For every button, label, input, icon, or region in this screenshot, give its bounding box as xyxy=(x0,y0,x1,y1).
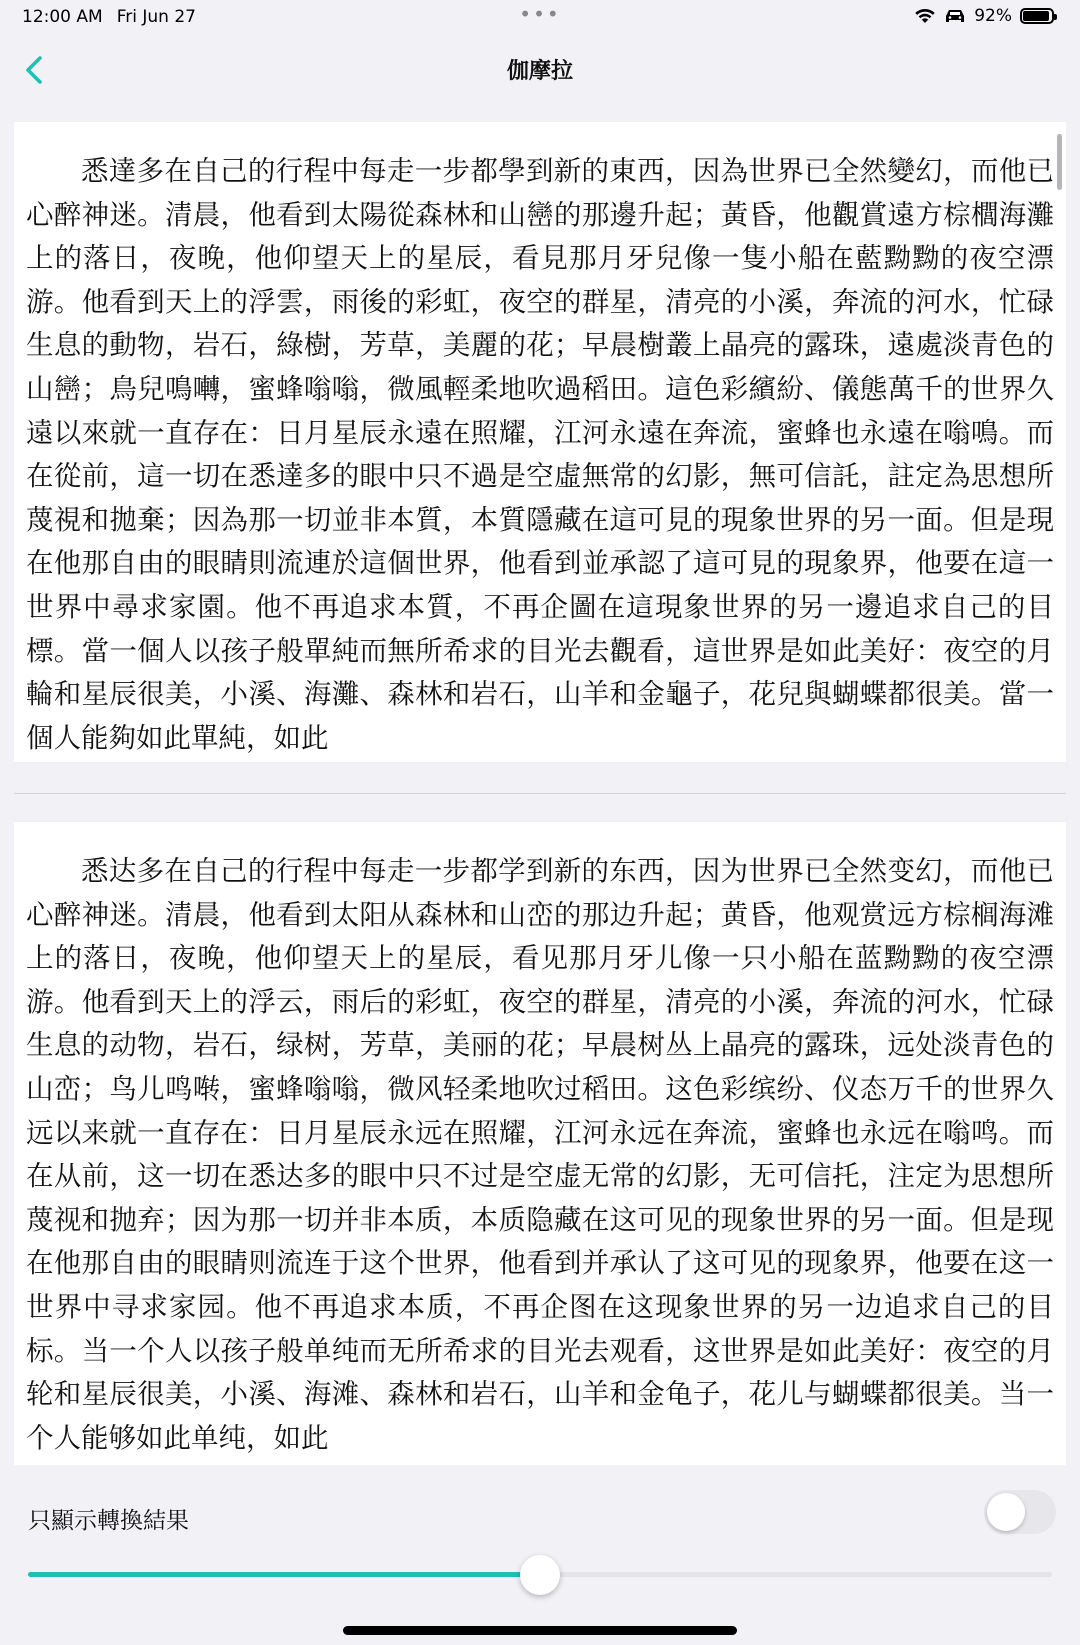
slider-fill xyxy=(28,1572,540,1577)
wifi-icon xyxy=(914,8,936,24)
original-text: 悉達多在自己的行程中每走一步都學到新的東西，因為世界已全然變幻，而他已心醉神迷。清晨，他看到太陽從森林和山巒的那邊升起；黃昏，他觀賞遠方棕櫚海灘上的落日，夜晚，他仰望天上的星辰，看見那月牙兒像一隻小船在藍黝黝的夜空漂游。他看到天上的浮雲，雨後的彩虹，夜空的群星，清亮的小溪，奔流的河水，忙碌生息的動物，岩石，綠樹，芳草，美麗的花；早晨樹叢上晶亮的露珠，遠處淡青色的山巒；鳥兒鳴囀，蜜蜂嗡嗡，微風輕柔地吹過稻田。這色彩繽紛、儀態萬千的世界久遠以來就一直存在：日月星辰永遠在照耀，江河永遠在奔流，蜜蜂也永遠在嗡鳴。而在從前，這一切在悉達多的眼中只不過是空虛無常的幻影，無可信託，註定為思想所蔑視和拋棄；因為那一切並非本質，本質隱藏在這可見的現象世界的另一面。但是現在他那自由的眼睛則流連於這個世界，他看到並承認了這可見的現象界，他要在這一世界中尋求家園。他不再追求本質，不再企圖在這現象世界的另一邊追求自己的目標。當一個人以孩子般單純而無所希求的目光去觀看，這世界是如此美好：夜空的月輪和星辰很美，小溪、海灘、森林和岩石，山羊和金龜子，花兒與蝴蝶都很美。當一個人能夠如此單純，如此 xyxy=(26,155,1054,754)
car-icon xyxy=(944,8,966,24)
toggle-knob xyxy=(987,1493,1025,1531)
converted-text: 悉达多在自己的行程中每走一步都学到新的东西，因为世界已全然变幻，而他已心醉神迷。清晨，他看到太阳从森林和山峦的那边升起；黄昏，他观赏远方棕榈海滩上的落日，夜晚，他仰望天上的星辰，看见那月牙儿像一只小船在蓝黝黝的夜空漂游。他看到天上的浮云，雨后的彩虹，夜空的群星，清亮的小溪，奔流的河水，忙碌生息的动物，岩石，绿树，芳草，美丽的花；早晨树丛上晶亮的露珠，远处淡青色的山峦；鸟儿鸣啭，蜜蜂嗡嗡，微风轻柔地吹过稻田。这色彩缤纷、仪态万千的世界久远以来就一直存在：日月星辰永远在照耀，江河永远在奔流，蜜蜂也永远在嗡鸣。而在从前，这一切在悉达多的眼中只不过是空虚无常的幻影，无可信托，注定为思想所蔑视和抛弃；因为那一切并非本质，本质隐藏在这可见的现象世界的另一面。但是现在他那自由的眼睛则流连于这个世界，他看到并承认了这可见的现象界，他要在这一世界中寻求家园。他不再追求本质，不再企图在这现象世界的另一边追求自己的目标。当一个人以孩子般单纯而无所希求的目光去观看，这世界是如此美好：夜空的月轮和星辰很美，小溪、海滩、森林和岩石，山羊和金龟子，花儿与蝴蝶都很美。当一个人能够如此单纯，如此 xyxy=(26,855,1054,1454)
original-text-panel[interactable] xyxy=(14,122,1066,762)
status-left xyxy=(22,7,196,27)
page-title: 伽摩拉 xyxy=(506,59,573,84)
battery-icon xyxy=(1020,8,1054,24)
show-converted-only-toggle[interactable] xyxy=(984,1490,1056,1534)
slider-thumb[interactable] xyxy=(520,1555,560,1595)
toggle-label: 只顯示轉換結果 xyxy=(28,1508,189,1534)
multitasking-dots-icon[interactable]: ••• xyxy=(519,2,561,26)
home-indicator[interactable] xyxy=(343,1626,737,1635)
status-right xyxy=(914,6,1054,26)
status-bar xyxy=(0,0,1080,34)
font-size-slider[interactable] xyxy=(28,1555,1052,1595)
scrollbar[interactable] xyxy=(1057,134,1062,190)
panel-divider xyxy=(14,793,1066,794)
toggle-row xyxy=(14,1488,1066,1544)
converted-text-panel[interactable] xyxy=(14,822,1066,1465)
status-date: Fri Jun 27 xyxy=(116,7,196,27)
status-time: 12:00 AM xyxy=(22,7,103,27)
nav-bar xyxy=(0,40,1080,104)
battery-level xyxy=(1023,11,1049,21)
battery-percent: 92% xyxy=(974,6,1012,26)
